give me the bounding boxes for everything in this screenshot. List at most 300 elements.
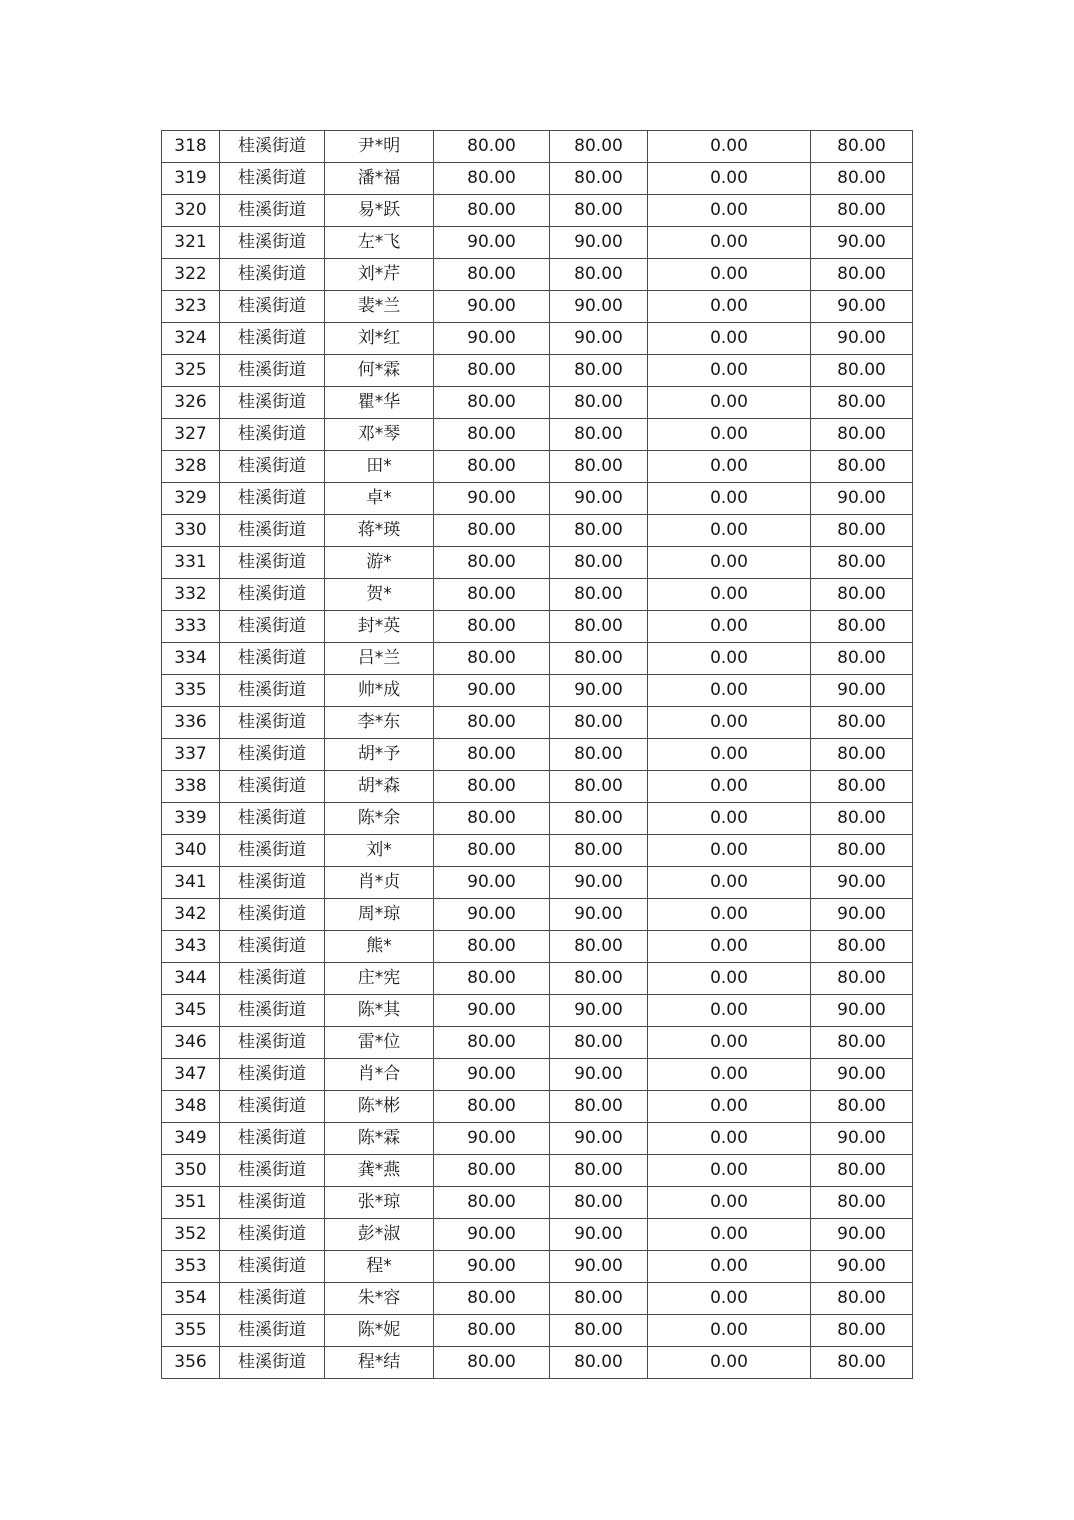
subdistrict-cell: 桂溪街道 xyxy=(220,611,325,643)
subdistrict-cell: 桂溪街道 xyxy=(220,451,325,483)
amount-cell: 90.00 xyxy=(550,995,648,1027)
row-number-cell: 343 xyxy=(162,931,220,963)
amount-cell: 80.00 xyxy=(550,643,648,675)
amount-cell: 80.00 xyxy=(434,547,550,579)
name-cell: 熊* xyxy=(325,931,434,963)
amount-cell: 80.00 xyxy=(550,163,648,195)
amount-cell: 90.00 xyxy=(434,867,550,899)
subdistrict-cell: 桂溪街道 xyxy=(220,1315,325,1347)
row-number-cell: 329 xyxy=(162,483,220,515)
amount-cell: 0.00 xyxy=(648,483,811,515)
amount-cell: 80.00 xyxy=(434,643,550,675)
row-number-cell: 355 xyxy=(162,1315,220,1347)
name-cell: 程* xyxy=(325,1251,434,1283)
name-cell: 邓*琴 xyxy=(325,419,434,451)
table-row xyxy=(162,803,913,835)
name-cell: 朱*容 xyxy=(325,1283,434,1315)
amount-cell: 90.00 xyxy=(550,675,648,707)
subdistrict-cell: 桂溪街道 xyxy=(220,163,325,195)
table-row xyxy=(162,867,913,899)
amount-cell: 80.00 xyxy=(434,1283,550,1315)
amount-cell: 0.00 xyxy=(648,963,811,995)
amount-cell: 90.00 xyxy=(434,1123,550,1155)
name-cell: 易*跃 xyxy=(325,195,434,227)
amount-cell: 80.00 xyxy=(550,195,648,227)
row-number-cell: 327 xyxy=(162,419,220,451)
amount-cell: 0.00 xyxy=(648,707,811,739)
amount-cell: 90.00 xyxy=(434,227,550,259)
amount-cell: 80.00 xyxy=(550,451,648,483)
row-number-cell: 323 xyxy=(162,291,220,323)
amount-cell: 80.00 xyxy=(811,1315,913,1347)
amount-cell: 0.00 xyxy=(648,547,811,579)
row-number-cell: 339 xyxy=(162,803,220,835)
row-number-cell: 338 xyxy=(162,771,220,803)
row-number-cell: 318 xyxy=(162,131,220,163)
subdistrict-cell: 桂溪街道 xyxy=(220,1187,325,1219)
amount-cell: 0.00 xyxy=(648,1155,811,1187)
amount-cell: 0.00 xyxy=(648,163,811,195)
amount-cell: 80.00 xyxy=(434,1187,550,1219)
name-cell: 陈*余 xyxy=(325,803,434,835)
name-cell: 陈*彬 xyxy=(325,1091,434,1123)
subdistrict-cell: 桂溪街道 xyxy=(220,515,325,547)
roster-table xyxy=(161,130,913,1379)
amount-cell: 80.00 xyxy=(434,707,550,739)
table-body xyxy=(162,131,913,1379)
amount-cell: 0.00 xyxy=(648,291,811,323)
amount-cell: 80.00 xyxy=(550,259,648,291)
table-row xyxy=(162,483,913,515)
amount-cell: 80.00 xyxy=(434,195,550,227)
name-cell: 田* xyxy=(325,451,434,483)
amount-cell: 0.00 xyxy=(648,611,811,643)
amount-cell: 80.00 xyxy=(550,131,648,163)
amount-cell: 80.00 xyxy=(811,451,913,483)
table-row xyxy=(162,899,913,931)
subdistrict-cell: 桂溪街道 xyxy=(220,1283,325,1315)
subdistrict-cell: 桂溪街道 xyxy=(220,323,325,355)
table-row xyxy=(162,323,913,355)
amount-cell: 80.00 xyxy=(434,259,550,291)
name-cell: 胡*森 xyxy=(325,771,434,803)
amount-cell: 0.00 xyxy=(648,835,811,867)
amount-cell: 90.00 xyxy=(434,995,550,1027)
amount-cell: 0.00 xyxy=(648,131,811,163)
subdistrict-cell: 桂溪街道 xyxy=(220,643,325,675)
row-number-cell: 322 xyxy=(162,259,220,291)
row-number-cell: 356 xyxy=(162,1347,220,1379)
row-number-cell: 324 xyxy=(162,323,220,355)
row-number-cell: 331 xyxy=(162,547,220,579)
subdistrict-cell: 桂溪街道 xyxy=(220,803,325,835)
amount-cell: 80.00 xyxy=(811,643,913,675)
amount-cell: 80.00 xyxy=(434,579,550,611)
name-cell: 陈*其 xyxy=(325,995,434,1027)
name-cell: 刘*红 xyxy=(325,323,434,355)
amount-cell: 90.00 xyxy=(550,867,648,899)
amount-cell: 80.00 xyxy=(550,1347,648,1379)
table-row xyxy=(162,195,913,227)
amount-cell: 90.00 xyxy=(811,867,913,899)
table-row xyxy=(162,515,913,547)
amount-cell: 0.00 xyxy=(648,227,811,259)
amount-cell: 80.00 xyxy=(434,1315,550,1347)
table-row xyxy=(162,355,913,387)
amount-cell: 80.00 xyxy=(434,803,550,835)
row-number-cell: 333 xyxy=(162,611,220,643)
name-cell: 封*英 xyxy=(325,611,434,643)
amount-cell: 80.00 xyxy=(550,1027,648,1059)
amount-cell: 0.00 xyxy=(648,995,811,1027)
name-cell: 刘*芹 xyxy=(325,259,434,291)
table-row xyxy=(162,547,913,579)
amount-cell: 80.00 xyxy=(811,611,913,643)
amount-cell: 80.00 xyxy=(434,963,550,995)
subdistrict-cell: 桂溪街道 xyxy=(220,995,325,1027)
amount-cell: 0.00 xyxy=(648,739,811,771)
row-number-cell: 344 xyxy=(162,963,220,995)
name-cell: 蒋*瑛 xyxy=(325,515,434,547)
amount-cell: 80.00 xyxy=(434,355,550,387)
amount-cell: 0.00 xyxy=(648,1123,811,1155)
subdistrict-cell: 桂溪街道 xyxy=(220,1347,325,1379)
row-number-cell: 341 xyxy=(162,867,220,899)
amount-cell: 90.00 xyxy=(434,323,550,355)
row-number-cell: 326 xyxy=(162,387,220,419)
amount-cell: 80.00 xyxy=(550,1155,648,1187)
row-number-cell: 334 xyxy=(162,643,220,675)
table-row xyxy=(162,291,913,323)
table-row xyxy=(162,1219,913,1251)
name-cell: 陈*霖 xyxy=(325,1123,434,1155)
amount-cell: 80.00 xyxy=(811,963,913,995)
table-row xyxy=(162,707,913,739)
row-number-cell: 346 xyxy=(162,1027,220,1059)
amount-cell: 90.00 xyxy=(434,291,550,323)
row-number-cell: 340 xyxy=(162,835,220,867)
amount-cell: 80.00 xyxy=(811,739,913,771)
amount-cell: 0.00 xyxy=(648,867,811,899)
amount-cell: 90.00 xyxy=(811,1059,913,1091)
amount-cell: 80.00 xyxy=(811,707,913,739)
subdistrict-cell: 桂溪街道 xyxy=(220,355,325,387)
amount-cell: 90.00 xyxy=(811,483,913,515)
amount-cell: 90.00 xyxy=(811,899,913,931)
amount-cell: 90.00 xyxy=(550,323,648,355)
amount-cell: 80.00 xyxy=(550,963,648,995)
amount-cell: 90.00 xyxy=(550,1251,648,1283)
amount-cell: 80.00 xyxy=(434,451,550,483)
amount-cell: 80.00 xyxy=(550,803,648,835)
amount-cell: 80.00 xyxy=(434,931,550,963)
amount-cell: 0.00 xyxy=(648,1187,811,1219)
subdistrict-cell: 桂溪街道 xyxy=(220,771,325,803)
table-row xyxy=(162,259,913,291)
subdistrict-cell: 桂溪街道 xyxy=(220,1251,325,1283)
amount-cell: 90.00 xyxy=(550,291,648,323)
table-row xyxy=(162,1123,913,1155)
amount-cell: 0.00 xyxy=(648,1251,811,1283)
amount-cell: 80.00 xyxy=(550,579,648,611)
amount-cell: 80.00 xyxy=(550,1091,648,1123)
name-cell: 李*东 xyxy=(325,707,434,739)
name-cell: 张*琼 xyxy=(325,1187,434,1219)
subdistrict-cell: 桂溪街道 xyxy=(220,195,325,227)
name-cell: 裴*兰 xyxy=(325,291,434,323)
amount-cell: 90.00 xyxy=(811,227,913,259)
subdistrict-cell: 桂溪街道 xyxy=(220,963,325,995)
amount-cell: 90.00 xyxy=(811,1219,913,1251)
row-number-cell: 350 xyxy=(162,1155,220,1187)
row-number-cell: 337 xyxy=(162,739,220,771)
amount-cell: 0.00 xyxy=(648,1091,811,1123)
amount-cell: 80.00 xyxy=(811,1091,913,1123)
amount-cell: 80.00 xyxy=(811,771,913,803)
table-row xyxy=(162,995,913,1027)
amount-cell: 80.00 xyxy=(434,1347,550,1379)
table-row xyxy=(162,1347,913,1379)
amount-cell: 80.00 xyxy=(550,931,648,963)
amount-cell: 90.00 xyxy=(811,675,913,707)
amount-cell: 0.00 xyxy=(648,1315,811,1347)
row-number-cell: 342 xyxy=(162,899,220,931)
name-cell: 瞿*华 xyxy=(325,387,434,419)
name-cell: 帅*成 xyxy=(325,675,434,707)
amount-cell: 80.00 xyxy=(434,387,550,419)
amount-cell: 90.00 xyxy=(434,675,550,707)
amount-cell: 80.00 xyxy=(550,835,648,867)
table-row xyxy=(162,579,913,611)
row-number-cell: 354 xyxy=(162,1283,220,1315)
row-number-cell: 352 xyxy=(162,1219,220,1251)
amount-cell: 80.00 xyxy=(550,547,648,579)
amount-cell: 80.00 xyxy=(434,163,550,195)
amount-cell: 0.00 xyxy=(648,643,811,675)
table-row xyxy=(162,675,913,707)
amount-cell: 0.00 xyxy=(648,1059,811,1091)
subdistrict-cell: 桂溪街道 xyxy=(220,1155,325,1187)
subdistrict-cell: 桂溪街道 xyxy=(220,483,325,515)
name-cell: 吕*兰 xyxy=(325,643,434,675)
table-row xyxy=(162,1091,913,1123)
amount-cell: 80.00 xyxy=(811,259,913,291)
table-row xyxy=(162,611,913,643)
amount-cell: 80.00 xyxy=(811,931,913,963)
amount-cell: 80.00 xyxy=(811,1027,913,1059)
name-cell: 刘* xyxy=(325,835,434,867)
subdistrict-cell: 桂溪街道 xyxy=(220,931,325,963)
amount-cell: 80.00 xyxy=(811,1283,913,1315)
subdistrict-cell: 桂溪街道 xyxy=(220,259,325,291)
amount-cell: 80.00 xyxy=(434,739,550,771)
row-number-cell: 321 xyxy=(162,227,220,259)
amount-cell: 80.00 xyxy=(434,771,550,803)
table-row xyxy=(162,131,913,163)
amount-cell: 0.00 xyxy=(648,419,811,451)
name-cell: 雷*位 xyxy=(325,1027,434,1059)
row-number-cell: 325 xyxy=(162,355,220,387)
amount-cell: 90.00 xyxy=(811,1251,913,1283)
subdistrict-cell: 桂溪街道 xyxy=(220,675,325,707)
amount-cell: 80.00 xyxy=(550,1283,648,1315)
amount-cell: 80.00 xyxy=(550,1187,648,1219)
amount-cell: 80.00 xyxy=(434,1155,550,1187)
row-number-cell: 332 xyxy=(162,579,220,611)
name-cell: 游* xyxy=(325,547,434,579)
table-row xyxy=(162,1187,913,1219)
amount-cell: 0.00 xyxy=(648,1283,811,1315)
name-cell: 左*飞 xyxy=(325,227,434,259)
amount-cell: 90.00 xyxy=(550,227,648,259)
amount-cell: 80.00 xyxy=(434,419,550,451)
amount-cell: 0.00 xyxy=(648,355,811,387)
amount-cell: 80.00 xyxy=(811,355,913,387)
subdistrict-cell: 桂溪街道 xyxy=(220,867,325,899)
amount-cell: 80.00 xyxy=(811,579,913,611)
name-cell: 卓* xyxy=(325,483,434,515)
amount-cell: 80.00 xyxy=(434,835,550,867)
row-number-cell: 351 xyxy=(162,1187,220,1219)
amount-cell: 80.00 xyxy=(550,515,648,547)
amount-cell: 0.00 xyxy=(648,515,811,547)
subdistrict-cell: 桂溪街道 xyxy=(220,1027,325,1059)
name-cell: 贺* xyxy=(325,579,434,611)
subdistrict-cell: 桂溪街道 xyxy=(220,739,325,771)
subdistrict-cell: 桂溪街道 xyxy=(220,579,325,611)
row-number-cell: 335 xyxy=(162,675,220,707)
amount-cell: 80.00 xyxy=(811,547,913,579)
amount-cell: 80.00 xyxy=(550,707,648,739)
subdistrict-cell: 桂溪街道 xyxy=(220,1123,325,1155)
name-cell: 潘*福 xyxy=(325,163,434,195)
table-row xyxy=(162,1155,913,1187)
subdistrict-cell: 桂溪街道 xyxy=(220,707,325,739)
row-number-cell: 347 xyxy=(162,1059,220,1091)
amount-cell: 0.00 xyxy=(648,451,811,483)
table-row xyxy=(162,163,913,195)
amount-cell: 90.00 xyxy=(550,1059,648,1091)
table-row xyxy=(162,1251,913,1283)
amount-cell: 0.00 xyxy=(648,675,811,707)
amount-cell: 80.00 xyxy=(811,387,913,419)
table-row xyxy=(162,835,913,867)
table-row xyxy=(162,1283,913,1315)
amount-cell: 0.00 xyxy=(648,259,811,291)
amount-cell: 0.00 xyxy=(648,323,811,355)
name-cell: 龚*燕 xyxy=(325,1155,434,1187)
amount-cell: 80.00 xyxy=(811,1155,913,1187)
subdistrict-cell: 桂溪街道 xyxy=(220,419,325,451)
table-row xyxy=(162,739,913,771)
row-number-cell: 330 xyxy=(162,515,220,547)
table-row xyxy=(162,931,913,963)
name-cell: 尹*明 xyxy=(325,131,434,163)
amount-cell: 80.00 xyxy=(434,131,550,163)
amount-cell: 80.00 xyxy=(550,739,648,771)
amount-cell: 80.00 xyxy=(811,1187,913,1219)
row-number-cell: 349 xyxy=(162,1123,220,1155)
name-cell: 肖*合 xyxy=(325,1059,434,1091)
amount-cell: 90.00 xyxy=(434,899,550,931)
row-number-cell: 345 xyxy=(162,995,220,1027)
name-cell: 庄*宪 xyxy=(325,963,434,995)
amount-cell: 90.00 xyxy=(550,899,648,931)
amount-cell: 80.00 xyxy=(550,771,648,803)
name-cell: 陈*妮 xyxy=(325,1315,434,1347)
amount-cell: 80.00 xyxy=(550,387,648,419)
amount-cell: 80.00 xyxy=(811,195,913,227)
amount-cell: 90.00 xyxy=(434,483,550,515)
amount-cell: 90.00 xyxy=(434,1219,550,1251)
amount-cell: 90.00 xyxy=(811,291,913,323)
amount-cell: 0.00 xyxy=(648,579,811,611)
amount-cell: 90.00 xyxy=(434,1059,550,1091)
name-cell: 周*琼 xyxy=(325,899,434,931)
amount-cell: 0.00 xyxy=(648,387,811,419)
subdistrict-cell: 桂溪街道 xyxy=(220,547,325,579)
table-row xyxy=(162,227,913,259)
amount-cell: 0.00 xyxy=(648,1219,811,1251)
subdistrict-cell: 桂溪街道 xyxy=(220,835,325,867)
amount-cell: 80.00 xyxy=(434,515,550,547)
subdistrict-cell: 桂溪街道 xyxy=(220,1219,325,1251)
subdistrict-cell: 桂溪街道 xyxy=(220,387,325,419)
amount-cell: 80.00 xyxy=(434,611,550,643)
name-cell: 胡*予 xyxy=(325,739,434,771)
name-cell: 彭*淑 xyxy=(325,1219,434,1251)
row-number-cell: 348 xyxy=(162,1091,220,1123)
amount-cell: 90.00 xyxy=(434,1251,550,1283)
table-row xyxy=(162,643,913,675)
table-row xyxy=(162,1315,913,1347)
subdistrict-cell: 桂溪街道 xyxy=(220,1059,325,1091)
amount-cell: 80.00 xyxy=(811,419,913,451)
amount-cell: 80.00 xyxy=(811,515,913,547)
amount-cell: 90.00 xyxy=(550,1219,648,1251)
subdistrict-cell: 桂溪街道 xyxy=(220,291,325,323)
subdistrict-cell: 桂溪街道 xyxy=(220,227,325,259)
amount-cell: 0.00 xyxy=(648,899,811,931)
name-cell: 何*霖 xyxy=(325,355,434,387)
table-row xyxy=(162,1027,913,1059)
row-number-cell: 336 xyxy=(162,707,220,739)
amount-cell: 90.00 xyxy=(550,1123,648,1155)
subdistrict-cell: 桂溪街道 xyxy=(220,899,325,931)
table-row xyxy=(162,419,913,451)
subdistrict-cell: 桂溪街道 xyxy=(220,1091,325,1123)
amount-cell: 0.00 xyxy=(648,803,811,835)
row-number-cell: 328 xyxy=(162,451,220,483)
amount-cell: 80.00 xyxy=(550,611,648,643)
amount-cell: 90.00 xyxy=(550,483,648,515)
amount-cell: 80.00 xyxy=(811,803,913,835)
name-cell: 肖*贞 xyxy=(325,867,434,899)
row-number-cell: 320 xyxy=(162,195,220,227)
amount-cell: 80.00 xyxy=(550,1315,648,1347)
amount-cell: 80.00 xyxy=(434,1027,550,1059)
name-cell: 程*结 xyxy=(325,1347,434,1379)
row-number-cell: 319 xyxy=(162,163,220,195)
amount-cell: 0.00 xyxy=(648,771,811,803)
subdistrict-cell: 桂溪街道 xyxy=(220,131,325,163)
table-row xyxy=(162,387,913,419)
amount-cell: 90.00 xyxy=(811,1123,913,1155)
table-row xyxy=(162,963,913,995)
amount-cell: 90.00 xyxy=(811,995,913,1027)
amount-cell: 0.00 xyxy=(648,931,811,963)
table-row xyxy=(162,1059,913,1091)
